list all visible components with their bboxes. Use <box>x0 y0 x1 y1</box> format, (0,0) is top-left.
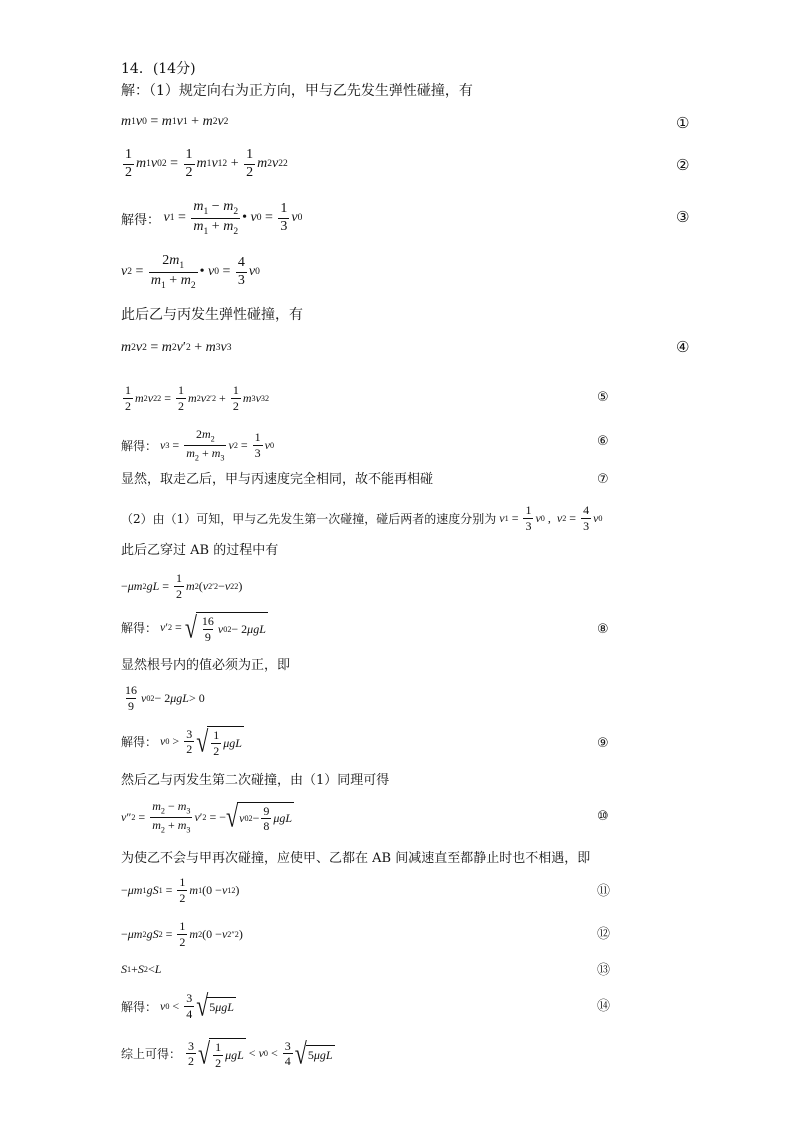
inequality-root: $\frac{16}{9}$ v 0 2 − 2 μgL > 0 <box>125 683 205 713</box>
marker-7: ⑦ <box>597 472 609 487</box>
marker-12: ⑫ <box>597 927 611 942</box>
equation-v2-double-prime: v ″ 2 = $\frac{m_2 - m_3}{m_2 + m_3}$ v ′ 2 = − √ v 0 2 − $\frac{9}{8}$ μgL <box>121 799 293 835</box>
solve-label: 解得： <box>121 621 158 636</box>
inequality-distance: S 1 + S 2 < L <box>121 962 162 976</box>
solve-label: 解得： <box>121 438 158 453</box>
text-second-collision: 然后乙与丙发生第二次碰撞，由（1）同理可得 <box>121 773 390 788</box>
equation-momentum-2: m 2 v 2 = m 2 v ′ 2 + m 3 v 3 <box>121 340 232 355</box>
marker-6: ⑥ <box>597 434 609 449</box>
marker-5: ⑤ <box>597 390 609 405</box>
equation-s1: − μm 1 gS 1 = $\frac{1}{2}$ m 1 (0 − v 1 2 ) <box>121 875 240 905</box>
text-ab: 此后乙穿过 AB 的过程中有 <box>121 543 279 558</box>
text-avoid-collision: 为使乙不会与甲再次碰撞，应使甲、乙都在 AB 间减速直至都静止时也不相遇，即 <box>121 851 591 866</box>
solve-label: 解得： <box>121 999 158 1014</box>
marker-4: ④ <box>676 338 690 356</box>
marker-9: ⑨ <box>597 736 609 751</box>
equation-energy-1: $\frac{1}{2}$ m 1 v 0 2 = $\frac{1}{2}$ m 1 v 1 2 + $\frac{1}{2}$ m 2 v 2 2 <box>125 147 288 180</box>
solve-label: 解得： <box>121 735 158 750</box>
marker-8: ⑧ <box>597 622 609 637</box>
equation-energy-2: $\frac{1}{2}$ m 2 v 2 2 = $\frac{1}{2}$ m 2 v 2 ′2 + $\frac{1}{2}$ m 3 v 3 2 <box>125 383 270 413</box>
equation-v3: 解得： v 3 = $\frac{2m_2}{m_2 + m_3}$ v 2 = $\frac{1}{3}$ v 0 <box>121 427 275 463</box>
text-conclusion: 显然，取走乙后，甲与丙速度完全相同，故不能再相碰 <box>121 472 434 487</box>
part2-intro-line: （2）由（1）可知，甲与乙先发生第一次碰撞，碰后两者的速度分别为 v 1 = $\frac{1}{3}$ v 0 , v 2 = $\frac{4}{3}$ v 0 <box>121 503 603 533</box>
marker-10: ⑩ <box>597 809 609 824</box>
marker-2: ② <box>676 156 690 174</box>
solve-label: 解得： <box>121 212 161 228</box>
equation-v0-upper: 解得： v 0 < $\frac{3}{4}$ √ 5 μgL <box>121 988 234 1023</box>
marker-1: ① <box>676 114 690 132</box>
marker-11: ⑪ <box>597 884 611 899</box>
part2-intro: （2）由（1）可知，甲与乙先发生第一次碰撞，碰后两者的速度分别为 <box>121 511 497 526</box>
text-bc-collision: 此后乙与丙发生弹性碰撞，有 <box>121 307 303 323</box>
text-root-positive: 显然根号内的值必须为正，即 <box>121 658 291 673</box>
equation-v2-prime: 解得： v ′ 2 = √ $\frac{16}{9}$ v 0 2 − 2 μgL <box>121 610 266 644</box>
equation-v1: 解得： v 1 = $\frac{m_1 - m_2}{m_1 + m_2}$ • v 0 = $\frac{1}{3}$ v 0 <box>121 199 303 237</box>
problem-header: 14．(14分) <box>121 61 196 77</box>
equation-momentum-1: m 1 v 0 = m 1 v 1 + m 2 v 2 <box>121 114 229 129</box>
equation-v0-lower: 解得： v 0 > $\frac{3}{2}$ √ $\frac{1}{2}$ μgL <box>121 724 242 758</box>
marker-3: ③ <box>676 208 690 226</box>
marker-14: ⑭ <box>597 999 611 1014</box>
part1-intro: 解：（1）规定向右为正方向，甲与乙先发生弹性碰撞，有 <box>121 83 473 99</box>
final-result: 综上可得： $\frac{3}{2}$ √ $\frac{1}{2}$ μgL < v 0 < $\frac{3}{4}$ √ 5 μgL <box>121 1036 333 1070</box>
final-label: 综上可得： <box>121 1047 182 1062</box>
equation-work-energy: − μm 2 gL = $\frac{1}{2}$ m 2 ( v 2 ′2 − v 2 2 ) <box>121 571 243 601</box>
equation-v2: v 2 = $\frac{2m_1}{m_1 + m_2}$ • v 0 = $\frac{4}{3}$ v 0 <box>121 253 260 291</box>
marker-13: ⑬ <box>597 963 611 978</box>
equation-s2: − μm 2 gS 2 = $\frac{1}{2}$ m 2 (0 − v 2 ″2 ) <box>121 919 243 949</box>
